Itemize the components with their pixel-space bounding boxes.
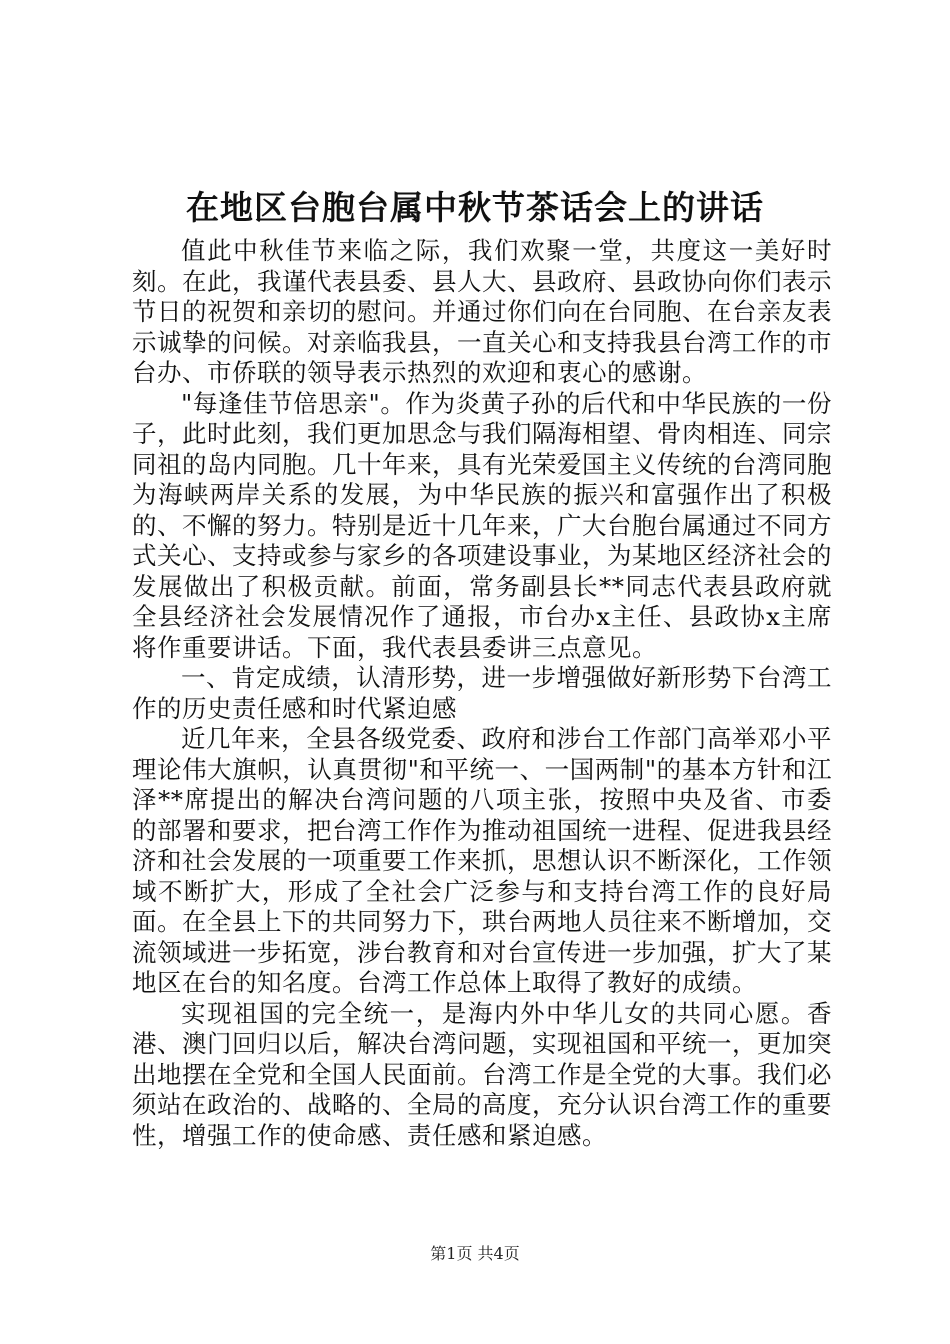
page-number-footer: 第1页 共4页 <box>430 1244 520 1263</box>
document-title: 在地区台胞台属中秋节茶话会上的讲话 <box>186 188 764 227</box>
paragraph-2: "每逢佳节倍思亲"。作为炎黄子孙的后代和中华民族的一份子，此时此刻，我们更加思念与我们隔海相望、骨肉相连、同宗同祖的岛内同胞。几十年来，具有光荣爱国主义传统的台湾同胞为海峡两岸关系的发展，为中华民族的振兴和富强作出了积极的、不懈的努力。特别是近十几年来，广大台胞台属通过不同方式关心、支持或参与家乡的各项建设事业，为某地区经济社会的发展做出了积极贡献。前面，常务副县长**同志代表县政府就全县经济社会发展情况作了通报，市台办x主任、县政协x主席将作重要讲话。下面，我代表县委讲三点意见。 <box>132 388 832 662</box>
paragraph-4: 近几年来，全县各级党委、政府和涉台工作部门高举邓小平理论伟大旗帜，认真贯彻"和平统一、一国两制"的基本方针和江泽**席提出的解决台湾问题的八项主张，按照中央及省、市委的部署和要求，把台湾工作作为推动祖国统一进程、促进我县经济和社会发展的一项重要工作来抓，思想认识不断深化，工作领域不断扩大，形成了全社会广泛参与和支持台湾工作的良好局面。在全县上下的共同努力下，珙台两地人员往来不断增加，交流领域进一步拓宽，涉台教育和对台宣传进一步加强，扩大了某地区在台的知名度。台湾工作总体上取得了教好的成绩。 <box>132 724 832 997</box>
paragraph-3-heading: 一、肯定成绩，认清形势，进一步增强做好新形势下台湾工作的历史责任感和时代紧迫感 <box>132 663 832 723</box>
paragraph-5: 实现祖国的完全统一，是海内外中华儿女的共同心愿。香港、澳门回归以后，解决台湾问题，实现祖国和平统一，更加突出地摆在全党和全国人民面前。台湾工作是全党的大事。我们必须站在政治的、战略的、全局的高度，充分认识台湾工作的重要性，增强工作的使命感、责任感和紧迫感。 <box>132 998 832 1150</box>
document-body <box>132 236 832 1151</box>
paragraph-1: 值此中秋佳节来临之际，我们欢聚一堂，共度这一美好时刻。在此，我谨代表县委、县人大、县政府、县政协向你们表示节日的祝贺和亲切的慰问。并通过你们向在台同胞、在台亲友表示诚挚的问候。对亲临我县，一直关心和支持我县台湾工作的市台办、市侨联的领导表示热烈的欢迎和衷心的感谢。 <box>132 236 832 387</box>
